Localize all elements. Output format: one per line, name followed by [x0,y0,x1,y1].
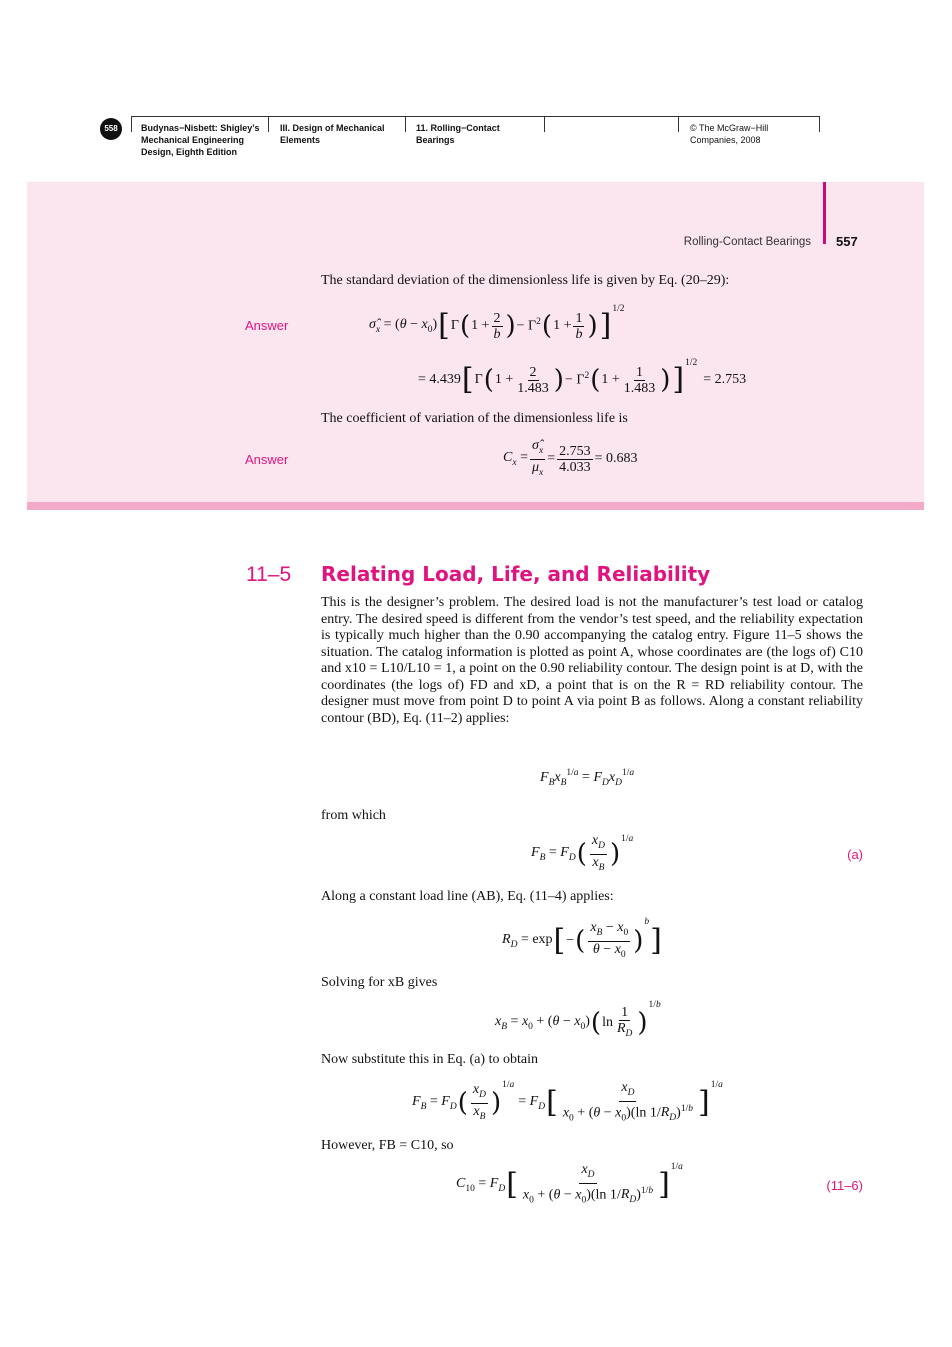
running-head-title: Rolling-Contact Bearings [683,236,811,248]
eq-11-2-applied: $F_Bx_B^{1/a} = F_Dx_D^{1/a}$ [540,768,635,788]
book-header [100,116,822,168]
text-now: Now substitute this in Eq. (a) to obtain [321,1052,538,1067]
header-copyright: © The McGraw−Hill Companies, 2008 [690,123,769,145]
eq-cv: $C_x$ = $\frac{\sigmâ_x}{\mu_x}$ = $\frac{2.753}{4.033}$ = 0.683 [503,437,638,478]
eq-x-b: $x_B = x_0 + (\theta - x_0)$ ( ln $\frac{1}{R_D}$ ) 1/b [495,1000,661,1039]
answer-label-2: Answer [245,452,289,467]
section-number: 11–5 [246,563,292,586]
text-along: Along a constant load line (AB), Eq. (11–4) applies: [321,889,614,904]
header-rule [131,116,820,117]
header-part: III. Design of Mechanical Elements [280,123,385,145]
eq-sigma-x-numeric: = 4.439 [ Γ ( 1 + $\frac{2}{1.483}$ ) − $\Gamma^2$ ( 1 + $\frac{1}{1.483}$ ) ] $^{1/2}$ = 2.753 [418,358,747,397]
example-text-1: The standard deviation of the dimensionless life is given by Eq. (20–29): [321,273,730,288]
example-text-2: The coefficient of variation of the dimensionless life is [321,411,628,426]
eq-11-6: $C_{10} = F_D$ [ $\frac{x_D}{x_0 + (\theta - x_0)(\ln 1/R_D)^{1/b}}$ ] $^{1/a}$ [456,1161,683,1206]
running-head-bar [823,182,826,244]
eq-label-11-6: (11–6) [826,1178,863,1193]
eq-f-b-substituted: $F_B = F_D$ ( $\frac{x_D}{x_B}$ ) 1/a = $F_D$ [ $\frac{x_D}{x_0 + (\theta - x_0)(\ln 1/R_D)^{1/b}}$ ] $^{1/a}$ [412,1079,723,1124]
text-however: However, FB = C10, so [321,1138,454,1153]
section-paragraph: This is the designer’s problem. The desired load is not the manufacturer’s test load or catalog entry. The desired speed is different from the vendor’s test speed, and the reliability expectation is typically much higher than the 0.90 accompanying the catalog entry. Figure 11–5 shows the situation. The catalog information is plotted as point A, whose coordinates are (the logs of) C10 and x10 = L10/L10 = 1, a point on the 0.90 reliability contour. The design point is at D, with the coordinates (the logs of) FD and xD, a point that is on the R = RD reliability contour. The designer must move from point D to point A via point B as follows. Along a constant reliability contour (BD), Eq. (11–2) applies: [321,595,863,726]
example-box-rule [27,502,924,510]
page-number-badge: 558 [100,118,122,140]
header-chapter: 11. Rolling−Contact Bearings [416,123,500,145]
eq-11-4-applied: $R_D = \exp$ [ − ( $\frac{x_B - x_0}{\theta - x_0}$ ) b ] [502,917,662,960]
text-solving: Solving for xB gives [321,975,438,990]
running-head-page: 557 [836,234,858,249]
text-from-which: from which [321,808,386,823]
eq-a: $F_B = F_D$ ( $\frac{x_D}{x_B}$ ) $^{1/a}$ [531,832,634,873]
section-title: Relating Load, Life, and Reliability [321,562,711,586]
eq-label-a: (a) [847,847,863,862]
header-book-title: Budynas−Nisbett: Shigley’s Mechanical Engineering Design, Eighth Edition [141,123,260,157]
eq-sigma-x: $\sigmâ_x = (\theta - x_0)$ [ Γ ( 1 + $\frac{2}{b}$ ) − $\Gamma^2$ ( 1 + $\frac{1}{b}$ ) ] $^{1/2}$ [369,304,625,343]
answer-label: Answer [245,318,289,333]
